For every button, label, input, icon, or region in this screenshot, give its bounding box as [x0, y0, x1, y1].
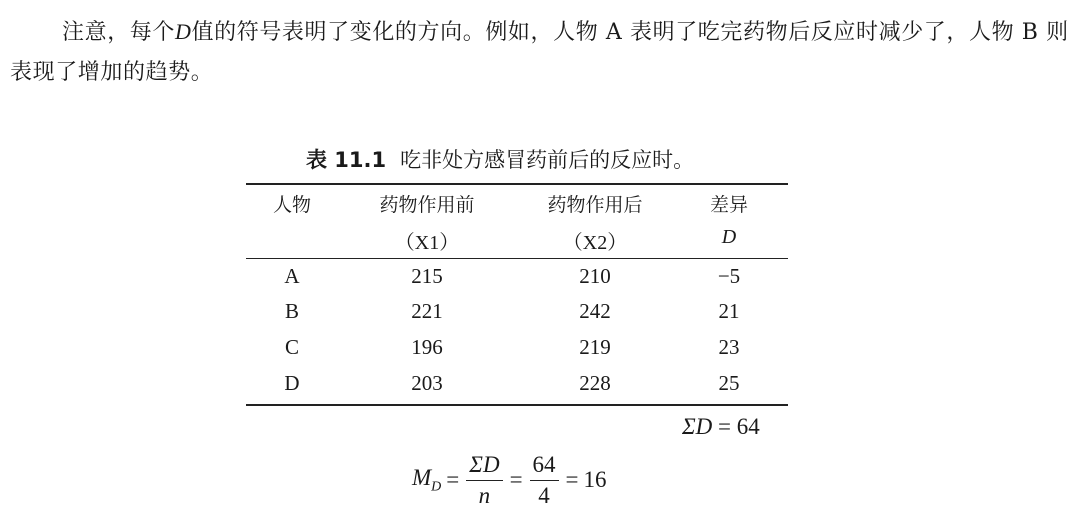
header-before-symbol	[395, 226, 459, 255]
table-header-rule	[246, 258, 788, 259]
formula-lhs-subscript: D	[431, 479, 442, 495]
fraction-sum-over-n	[466, 452, 502, 509]
header-person: 人物	[272, 194, 312, 216]
table-caption-text: 吃非处方感冒药前后的反应时。	[400, 148, 695, 172]
sum-d: ΣD = 64	[682, 414, 760, 439]
equals-sign: =	[565, 467, 579, 492]
row-b-person: B	[284, 299, 300, 323]
table-caption	[306, 144, 694, 174]
fraction1-numerator: ΣD	[466, 452, 502, 481]
body-paragraph	[10, 12, 1072, 93]
row-c-diff: 23	[718, 335, 740, 359]
header-before: 药物作用前	[379, 194, 475, 216]
row-b-after: 242	[579, 299, 611, 323]
row-b-diff: 21	[718, 299, 740, 323]
header-diff-symbol-text: D	[721, 226, 737, 248]
row-a-before: 215	[411, 264, 443, 288]
row-d-before: 203	[411, 371, 443, 395]
row-b-before: 221	[411, 299, 443, 323]
header-before-symbol-text: （X1）	[394, 232, 460, 254]
sum-d-value: 64	[736, 414, 760, 439]
formula-result: 16	[583, 467, 607, 492]
row-a-after: 210	[579, 264, 611, 288]
formula-lhs-symbol: M	[412, 464, 432, 490]
row-d-diff: 25	[718, 371, 740, 395]
table-bottom-rule	[246, 404, 788, 406]
fraction2-numerator: 64	[530, 452, 559, 481]
fraction2-denominator: 4	[538, 482, 550, 508]
row-a-person: A	[284, 264, 300, 288]
row-c-person: C	[284, 335, 300, 359]
row-c-after: 219	[579, 335, 611, 359]
row-d-after: 228	[579, 371, 611, 395]
table-top-rule	[246, 183, 788, 185]
table-number: 表 11.1	[306, 148, 387, 172]
header-after-symbol	[563, 226, 627, 255]
header-after: 药物作用后	[547, 194, 643, 216]
row-a-diff: −5	[717, 264, 741, 288]
equals-sign: =	[446, 467, 460, 492]
paragraph-part1: 注意，每个	[62, 20, 176, 45]
d-symbol: D	[175, 19, 192, 44]
row-c-before: 196	[411, 335, 443, 359]
header-diff: 差异	[709, 194, 749, 216]
fraction1-denominator: n	[478, 482, 491, 508]
header-diff-symbol	[722, 226, 736, 249]
formula-lhs	[412, 465, 441, 496]
row-d-person: D	[284, 371, 300, 395]
fraction-64-over-4	[530, 452, 559, 509]
header-after-symbol-text: （X2）	[562, 232, 628, 254]
equals-sign: =	[509, 467, 523, 492]
mean-difference-formula	[412, 448, 607, 512]
sum-d-label: ΣD	[682, 414, 713, 439]
paragraph-part2: 值的符号表明了变化的方向。例如，人物 A 表明了吃完药物后反应时减少了，人物 B 则表现了增加的趋势。	[10, 20, 1069, 85]
